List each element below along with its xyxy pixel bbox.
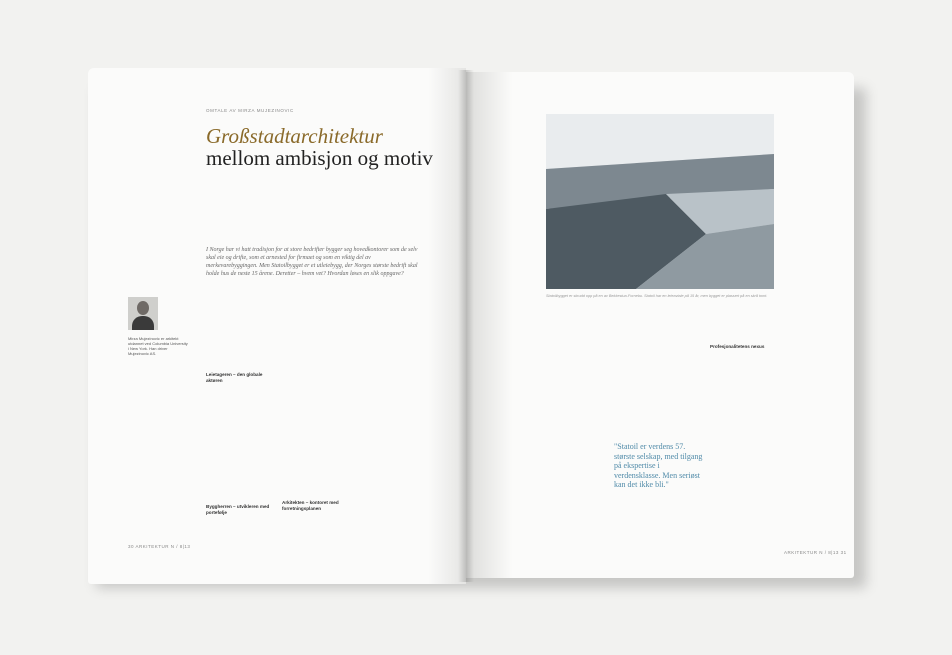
right-page	[466, 72, 854, 578]
column-4-heading: Profesjonalitetens nexus	[710, 344, 765, 349]
column-2-heading: Arkitekten – kontoret med forretningsplanen	[282, 500, 339, 511]
ingress-text: I Norge har vi hatt tradisjon for at store bedrifter bygger seg hovedkontorer som de selv skal eie og drifte, som et arnested for firmaet og som en viktig del av merkevarebyggingen. Men Statoilbygget er et utleiebygg, der Norges største bedrift skal holde hus de neste 15 årene. Deretter – hvem vet? Hvordan løses en slik oppgave?	[206, 247, 418, 278]
photo-caption: Statoilbygget er skrudd opp på en av Bekkestua-Fornebu. Statoil har en leieavtale på 15 år, men bygget er plassert på en skrå tomt.	[546, 294, 768, 298]
spine-gutter	[458, 70, 474, 582]
section-label: OMTALE AV MIRZA MUJEZINOVIC	[206, 108, 294, 113]
text-column-1	[206, 300, 274, 516]
column-1-heading-2: Byggherren – utvikleren med portefølje	[206, 503, 270, 515]
building-photo	[546, 114, 774, 289]
right-folio: ARKITEKTUR N / 8|13 31	[784, 550, 847, 555]
column-1-heading-1: Leietageren – den globale aktøren	[206, 372, 263, 383]
author-bio: Mirza Mujezinovic er arkitekt utdannet ved Columbia University i New York. Han driver Mujezinovic AS.	[128, 336, 188, 356]
author-photo	[128, 297, 158, 330]
title-main: mellom ambisjon og motiv	[206, 146, 433, 170]
pull-quote: "Statoil er verdens 57. største selskap, med tilgang på ekspertise i verdensklasse. Men seriøst kan det ikke bli."	[614, 442, 703, 490]
left-folio: 30 ARKITEKTUR N / 8|13	[128, 544, 191, 549]
text-column-4	[710, 344, 780, 350]
title-italic: Großstadtarchitektur	[206, 124, 383, 148]
text-column-2	[282, 300, 352, 512]
left-page	[88, 68, 466, 584]
statoil-building-illustration	[546, 114, 774, 289]
